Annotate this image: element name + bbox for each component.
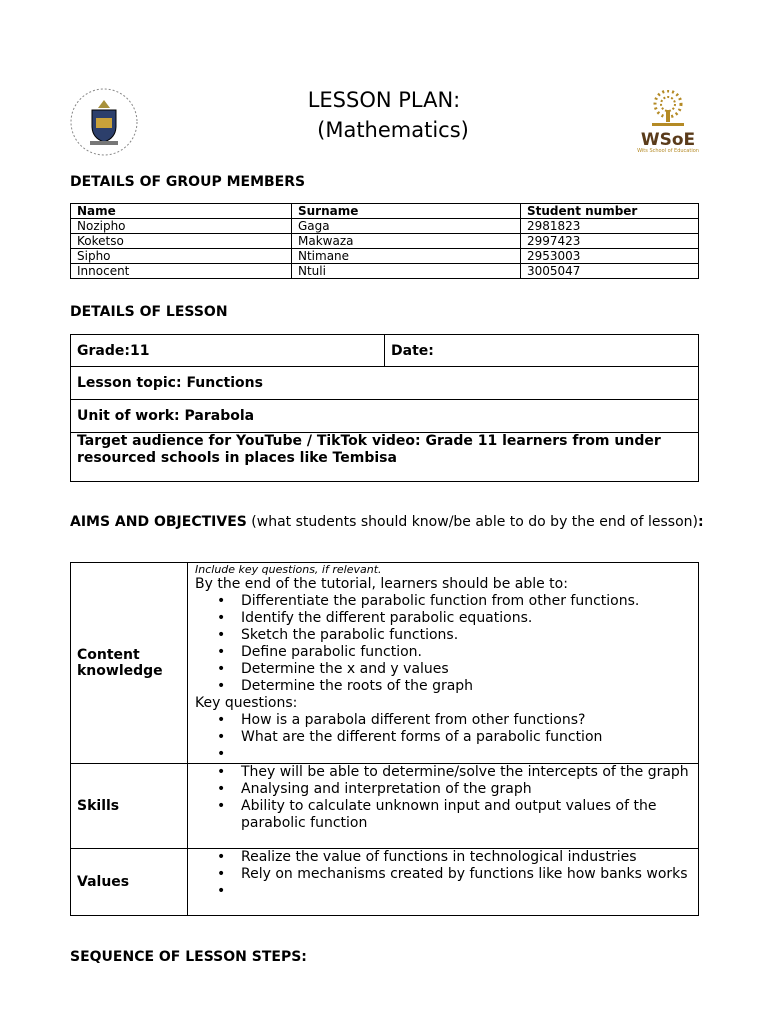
cell-surname: Gaga (292, 219, 521, 234)
cell-surname: Makwaza (292, 234, 521, 249)
date-field: Date: (385, 335, 699, 367)
values-list (195, 849, 692, 900)
cell-surname: Ntimane (292, 249, 521, 264)
wsoe-logo-text: WSoE (640, 130, 696, 150)
list-item (241, 746, 692, 763)
list-item: • Differentiate the parabolic function from other functions. (241, 593, 692, 610)
values-label: Values (71, 849, 188, 916)
cell-name: Innocent (71, 264, 292, 279)
skills-label: Skills (71, 764, 188, 849)
aims-table (70, 562, 699, 916)
title-line2: (Mathematics) (317, 118, 469, 142)
title-line1: LESSON PLAN: (307, 88, 461, 112)
content-knowledge-row (71, 563, 699, 764)
list-item: • Realize the value of functions in technological industries (241, 849, 692, 866)
wsoe-logo (628, 90, 708, 162)
table-row (71, 264, 699, 279)
table-row (71, 219, 699, 234)
unit-field: Unit of work: Parabola (71, 400, 699, 433)
column-header: Surname (292, 204, 521, 219)
list-item: • Rely on mechanisms created by functions like how banks works (241, 866, 692, 883)
hint-text: Include key questions, if relevant. (195, 563, 382, 576)
values-row (71, 849, 699, 916)
grade-field: Grade:11 (71, 335, 385, 367)
cell-surname: Ntuli (292, 264, 521, 279)
aims-heading-end: : (698, 514, 704, 530)
list-item: • Define parabolic function. (241, 644, 692, 661)
members-table (70, 203, 699, 279)
table-row (71, 249, 699, 264)
cell-student-number: 2981823 (521, 219, 699, 234)
list-item (241, 883, 692, 900)
lesson-heading: DETAILS OF LESSON (70, 304, 228, 320)
topic-field: Lesson topic: Functions (71, 367, 699, 400)
cell-student-number: 2953003 (521, 249, 699, 264)
key-questions-label: Key questions: (195, 695, 298, 711)
sequence-heading: SEQUENCE OF LESSON STEPS: (70, 949, 307, 965)
tree-icon (638, 90, 698, 130)
table-header-row (71, 204, 699, 219)
cell-name: Sipho (71, 249, 292, 264)
table-row (71, 234, 699, 249)
list-item: • Determine the roots of the graph (241, 678, 692, 695)
wsoe-logo-subtext: Wits School of Education (637, 148, 699, 154)
list-item: • Analysing and interpretation of the graph (241, 781, 692, 798)
skills-row (71, 764, 699, 849)
key-questions-list (195, 712, 692, 763)
column-header: Student number (521, 204, 699, 219)
list-item: • Determine the x and y values (241, 661, 692, 678)
column-header: Name (71, 204, 292, 219)
list-item: • What are the different forms of a parabolic function (241, 729, 692, 746)
skills-list (195, 764, 692, 832)
aims-heading-note: (what students should know/be able to do by the end of lesson) (246, 514, 698, 530)
group-heading: DETAILS OF GROUP MEMBERS (70, 174, 306, 190)
list-item: • Sketch the parabolic functions. (241, 627, 692, 644)
cell-student-number: 3005047 (521, 264, 699, 279)
aims-heading-block (70, 513, 710, 532)
objectives-list (195, 593, 692, 695)
cell-name: Nozipho (71, 219, 292, 234)
list-item: • Ability to calculate unknown input and output values of the parabolic function (241, 798, 692, 832)
list-item: • How is a parabola different from other functions? (241, 712, 692, 729)
list-item: • They will be able to determine/solve the intercepts of the graph (241, 764, 692, 781)
lesson-details-table (70, 334, 699, 482)
aims-heading: AIMS AND OBJECTIVES (70, 514, 247, 530)
content-knowledge-label: Content knowledge (71, 563, 188, 764)
list-item: • Identify the different parabolic equations. (241, 610, 692, 627)
audience-field: Target audience for YouTube / TikTok video: Grade 11 learners from under resourced schools in places like Tembisa (71, 433, 699, 482)
cell-name: Koketso (71, 234, 292, 249)
cell-student-number: 2997423 (521, 234, 699, 249)
objectives-intro: By the end of the tutorial, learners should be able to: (195, 576, 568, 592)
